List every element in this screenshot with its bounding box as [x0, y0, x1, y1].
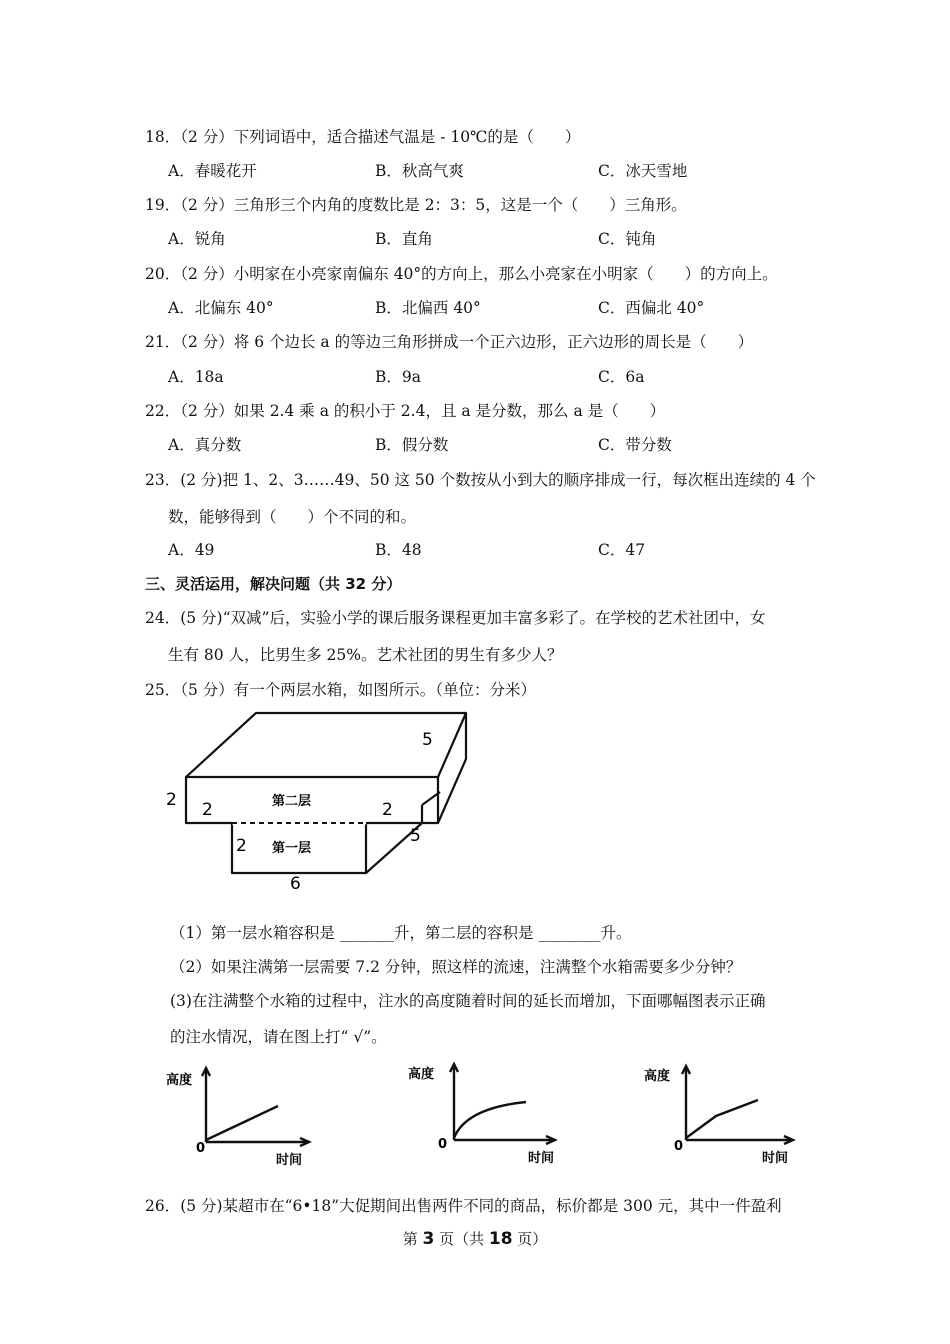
graph-3-segmented[interactable] [640, 1058, 810, 1168]
question-22-text: 22．（2 分）如果 2.4 乘 a 的积小于 2.4，且 a 是分数，那么 a 是（ ） [145, 402, 666, 420]
graph-1-linear[interactable] [160, 1060, 330, 1170]
question-19-text: 19．（2 分）三角形三个内角的度数比是 2：3：5，这是一个（ ）三角形。 [145, 196, 687, 214]
question-21-text: 21．（2 分）将 6 个边长 a 的等边三角形拼成一个正六边形，正六边形的周长是（ ） [145, 333, 754, 351]
tank-top-label: 第二层 [272, 794, 312, 809]
q23-option-a: A．49 [168, 541, 215, 559]
footer-prefix: 第 [402, 1230, 423, 1248]
q19-option-a: A．锐角 [168, 230, 226, 248]
footer-total-pages: 18 [488, 1229, 513, 1249]
graph-3-origin: 0 [674, 1139, 684, 1154]
graph-2-curve[interactable] [404, 1056, 574, 1166]
graph-2-x-label: 时间 [528, 1151, 555, 1166]
q25-sub1: （1）第一层水箱容积是 _______升，第二层的容积是 ________升。 [170, 924, 632, 942]
graph-3-curve [686, 1100, 758, 1138]
graph-1-y-label: 高度 [166, 1073, 193, 1088]
dim-bottom-length: 6 [290, 874, 301, 894]
question-26-line1: 26．(5 分)某超市在“6•18”大促期间出售两件不同的商品，标价都是 300 元，其中一件盈利 [145, 1197, 782, 1215]
question-23-text-cont: 数，能够得到（ ）个不同的和。 [168, 508, 417, 526]
footer-middle: 页（共 [434, 1230, 489, 1248]
tank-bottom-label: 第一层 [272, 841, 312, 856]
dim-top-depth: 5 [422, 730, 433, 750]
q20-option-c: C．西偏北 40° [598, 299, 705, 317]
q19-option-c: C．钝角 [598, 230, 657, 248]
q23-option-b: B．48 [375, 541, 422, 559]
question-24-line2: 生有 80 人，比男生多 25%。艺术社团的男生有多少人？ [168, 646, 563, 664]
graph-1-origin: 0 [196, 1141, 206, 1156]
q22-option-a: A．真分数 [168, 436, 242, 454]
q21-option-c: C．6a [598, 368, 645, 386]
dim-bottom-depth: 5 [410, 826, 421, 846]
question-25-text: 25．（5 分）有一个两层水箱，如图所示。（单位：分米） [145, 681, 537, 699]
water-tank-figure [160, 705, 480, 895]
graph-3-x-label: 时间 [762, 1151, 789, 1166]
q22-option-b: B．假分数 [375, 436, 449, 454]
q25-sub3-line2: 的注水情况，请在图上打“ √”。 [170, 1028, 387, 1046]
dim-top-height-outer: 2 [166, 790, 177, 810]
q20-option-b: B．北偏西 40° [375, 299, 481, 317]
q20-option-a: A．北偏东 40° [168, 299, 274, 317]
q18-option-c: C．冰天雪地 [598, 162, 688, 180]
tank-top-layer-front [186, 777, 438, 823]
footer-suffix: 页） [512, 1230, 548, 1248]
graph-2-origin: 0 [438, 1137, 448, 1152]
question-24-line1: 24．(5 分)“双减”后，实验小学的课后服务课程更加丰富多彩了。在学校的艺术社团中，女 [145, 609, 766, 627]
question-18-text: 18．（2 分）下列词语中，适合描述气温是 - 10℃的是（ ） [145, 128, 581, 146]
q25-sub2: （2）如果注满第一层需要 7.2 分钟，照这样的流速，注满整个水箱需要多少分钟？ [170, 958, 742, 976]
dim-top-height-right: 2 [382, 800, 393, 820]
q19-option-b: B．直角 [375, 230, 433, 248]
q18-option-b: B．秋高气爽 [375, 162, 464, 180]
graph-1-curve [206, 1106, 278, 1140]
q21-option-a: A．18a [168, 368, 224, 386]
question-20-text: 20．（2 分）小明家在小亮家南偏东 40°的方向上，那么小亮家在小明家（ ）的方向上。 [145, 265, 778, 283]
q22-option-c: C．带分数 [598, 436, 672, 454]
graph-1-x-label: 时间 [276, 1153, 303, 1168]
q18-option-a: A．春暖花开 [168, 162, 257, 180]
graph-2-y-label: 高度 [408, 1067, 435, 1082]
graph-3-y-label: 高度 [644, 1069, 671, 1084]
question-23-text: 23．(2 分)把 1、2、3……49、50 这 50 个数按从小到大的顺序排成一行，每次框出连续的 4 个 [145, 471, 816, 489]
q21-option-b: B．9a [375, 368, 421, 386]
page-footer [0, 1229, 950, 1249]
graph-2-curve-line [454, 1102, 526, 1138]
footer-page-number: 3 [422, 1229, 435, 1249]
dim-top-height-inner: 2 [202, 800, 213, 820]
dim-bottom-height: 2 [236, 836, 247, 856]
q25-sub3-line1: (3)在注满整个水箱的过程中，注水的高度随着时间的延长而增加，下面哪幅图表示正确 [170, 992, 766, 1010]
q23-option-c: C．47 [598, 541, 646, 559]
section-3-title: 三、灵活运用，解决问题（共 32 分） [145, 575, 402, 593]
